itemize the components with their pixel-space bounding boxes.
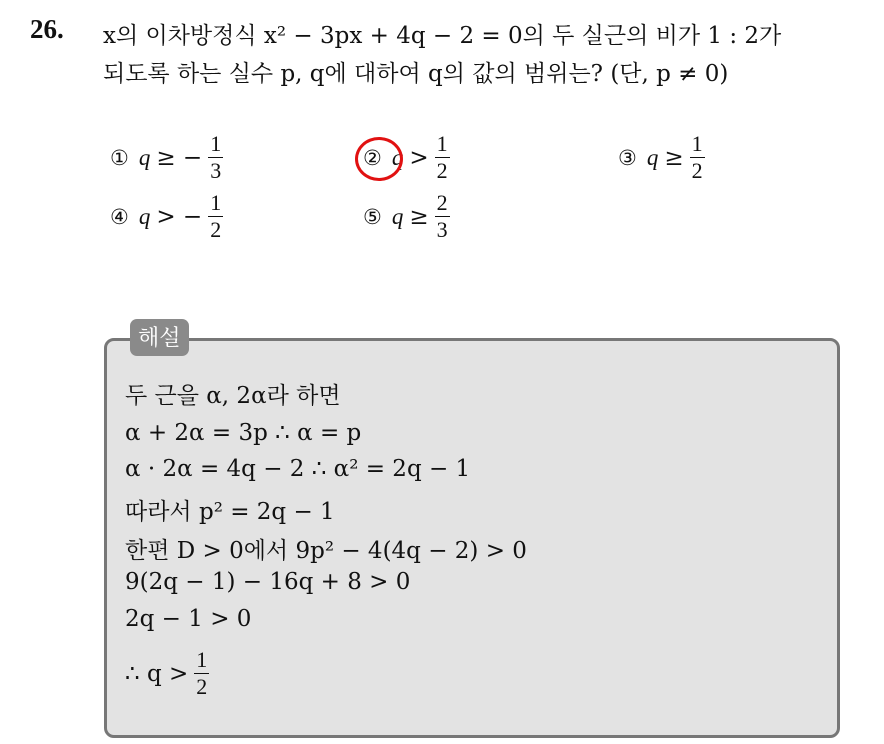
choice-1-operator: ≥ −	[156, 144, 203, 171]
solution-conclusion	[125, 649, 209, 698]
choice-5-denominator: 3	[436, 217, 448, 242]
choice-3-operator: ≥	[664, 144, 684, 171]
solution-line-4: 따라서 p² = 2q − 1	[125, 499, 335, 525]
choice-2-variable: q	[391, 144, 404, 170]
solution-conclusion-fraction	[194, 649, 209, 698]
choice-4[interactable]	[110, 192, 223, 241]
choice-5-variable: q	[391, 203, 404, 229]
solution-conclusion-denominator: 2	[196, 674, 208, 699]
solution-line-5: 한편 D > 0에서 9p² − 4(4q − 2) > 0	[125, 538, 527, 564]
selected-answer-circle-mark	[355, 137, 403, 181]
choice-5-numerator: 2	[436, 190, 448, 215]
choice-1-numerator: 1	[210, 131, 222, 156]
choice-2-fraction	[435, 133, 450, 182]
solution-line-2: α + 2α = 3p ∴ α = p	[125, 420, 362, 446]
choice-4-numerator: 1	[210, 190, 222, 215]
choice-2-operator: >	[409, 144, 429, 171]
choice-1-fraction	[208, 133, 223, 182]
choice-3-denominator: 2	[691, 158, 703, 183]
solution-line-6: 9(2q − 1) − 16q + 8 > 0	[125, 569, 411, 595]
solution-conclusion-prefix: ∴ q >	[125, 660, 189, 687]
question-number: 26.	[30, 14, 64, 44]
solution-line-7: 2q − 1 > 0	[125, 606, 252, 632]
solution-line-1: 두 근을 α, 2α라 하면	[125, 383, 341, 409]
choice-5-operator: ≥	[409, 203, 429, 230]
choice-2-numerator: 1	[436, 131, 448, 156]
choice-4-operator: > −	[156, 203, 203, 230]
choice-1-number: ①	[110, 145, 129, 170]
choice-5-fraction	[435, 192, 450, 241]
choice-3[interactable]	[618, 133, 705, 182]
choice-3-variable: q	[646, 144, 659, 170]
solution-label: 해설	[130, 319, 189, 356]
choice-2-number: ②	[363, 145, 382, 170]
question-text-line-2: 되도록 하는 실수 p, q에 대하여 q의 값의 범위는? (단, p ≠ 0)	[103, 61, 729, 87]
solution-line-3: α · 2α = 4q − 2 ∴ α² = 2q − 1	[125, 456, 471, 482]
choice-2-denominator: 2	[436, 158, 448, 183]
choice-3-fraction	[690, 133, 705, 182]
choice-1[interactable]	[110, 133, 223, 182]
choice-5[interactable]	[363, 192, 450, 241]
choice-5-number: ⑤	[363, 204, 382, 229]
choice-3-number: ③	[618, 145, 637, 170]
choice-4-number: ④	[110, 204, 129, 229]
solution-conclusion-numerator: 1	[196, 647, 208, 672]
choice-3-numerator: 1	[691, 131, 703, 156]
choice-4-fraction	[208, 192, 223, 241]
choice-1-variable: q	[138, 144, 151, 170]
choice-4-denominator: 2	[210, 217, 222, 242]
question-text-line-1: x의 이차방정식 x² − 3px + 4q − 2 = 0의 두 실근의 비가 1 : 2가	[103, 23, 782, 49]
choice-1-denominator: 3	[210, 158, 222, 183]
choice-4-variable: q	[138, 203, 151, 229]
